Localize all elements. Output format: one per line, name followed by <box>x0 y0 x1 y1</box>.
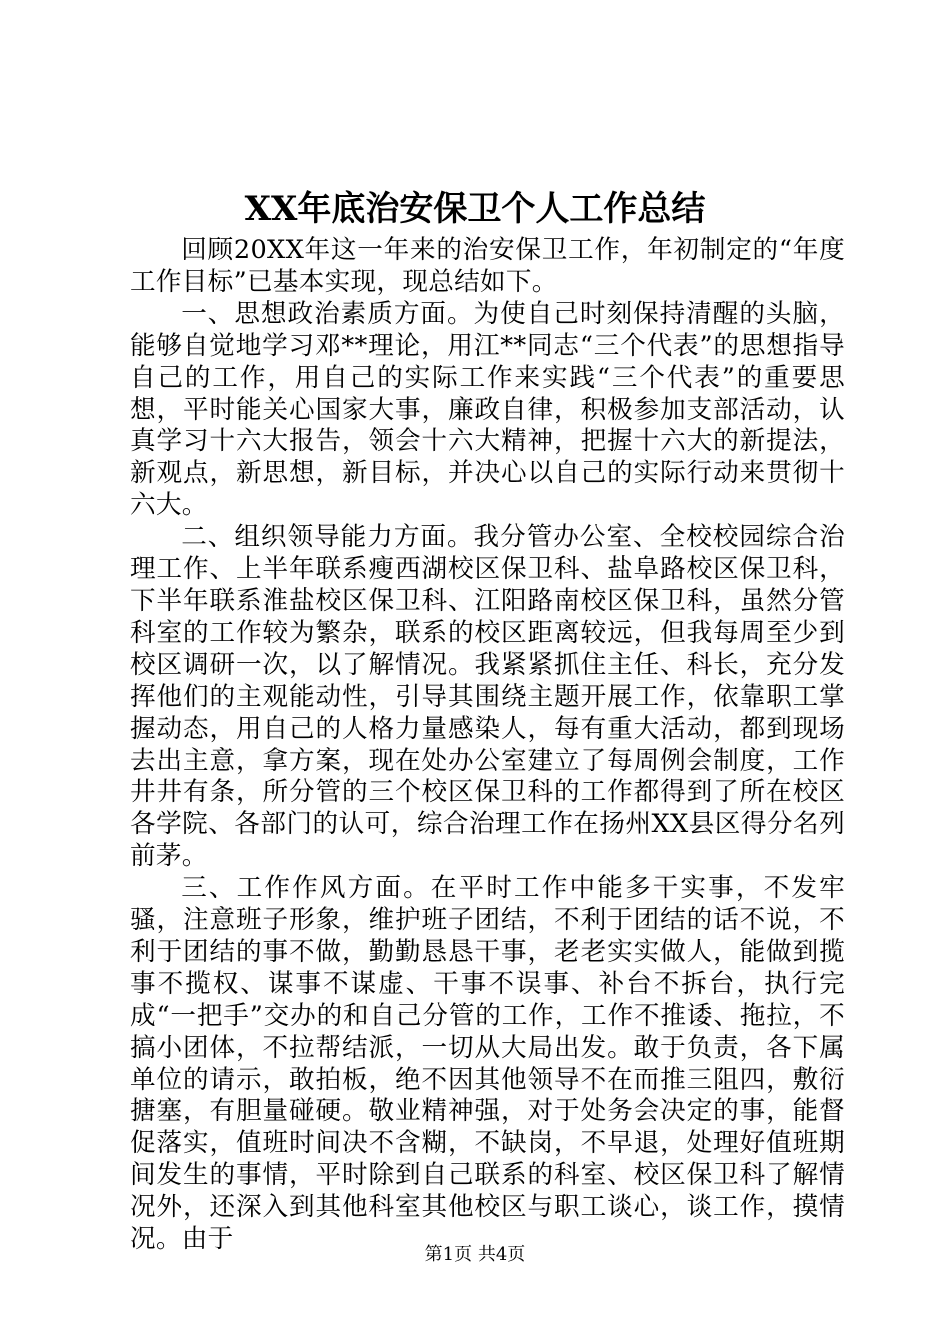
document-body <box>130 235 845 1256</box>
paragraph-work-style: 三、工作作风方面。在平时工作中能多干实事，不发牢骚，注意班子形象，维护班子团结，不利于团结的话不说，不利于团结的事不做，勤勤恳恳干事，老老实实做人，能做到揽事不揽权、谋事不谋虚、干事不误事、补台不拆台，执行完成“一把手”交办的和自己分管的工作，工作不推诿、拖拉，不搞小团体，不拉帮结派，一切从大局出发。敢于负责，各下属单位的请示，敢拍板，绝不因其他领导不在而推三阻四，敷衍搪塞，有胆量碰硬。敬业精神强，对于处务会决定的事，能督促落实，值班时间决不含糊，不缺岗，不早退，处理好值班期间发生的事情，平时除到自己联系的科室、校区保卫科了解情况外，还深入到其他科室其他校区与职工谈心，谈工作，摸情况。由于 <box>130 873 845 1255</box>
page-number-footer: 第1页 共4页 <box>424 1244 526 1265</box>
document-title: XX年底治安保卫个人工作总结 <box>244 189 706 229</box>
paragraph-political-quality: 一、思想政治素质方面。为使自己时刻保持清醒的头脑，能够自觉地学习邓**理论，用江**同志“三个代表”的思想指导自己的工作，用自己的实际工作来实践“三个代表”的重要思想，平时能关心国家大事，廉政自律，积极参加支部活动，认真学习十六大报告，领会十六大精神，把握十六大的新提法，新观点，新思想，新目标，并决心以自己的实际行动来贯彻十六大。 <box>130 298 845 521</box>
paragraph-intro: 回顾20XX年这一年来的治安保卫工作，年初制定的“年度工作目标”已基本实现，现总结如下。 <box>130 235 845 297</box>
paragraph-leadership: 二、组织领导能力方面。我分管办公室、全校校园综合治理工作、上半年联系瘦西湖校区保卫科、盐阜路校区保卫科，下半年联系淮盐校区保卫科、江阳路南校区保卫科，虽然分管科室的工作较为繁杂，联系的校区距离较远，但我每周至少到校区调研一次，以了解情况。我紧紧抓住主任、科长，充分发挥他们的主观能动性，引导其围绕主题开展工作，依靠职工掌握动态，用自己的人格力量感染人，每有重大活动，都到现场去出主意，拿方案，现在处办公室建立了每周例会制度，工作井井有条，所分管的三个校区保卫科的工作都得到了所在校区各学院、各部门的认可，综合治理工作在扬州XX县区得分名列前茅。 <box>130 522 845 872</box>
